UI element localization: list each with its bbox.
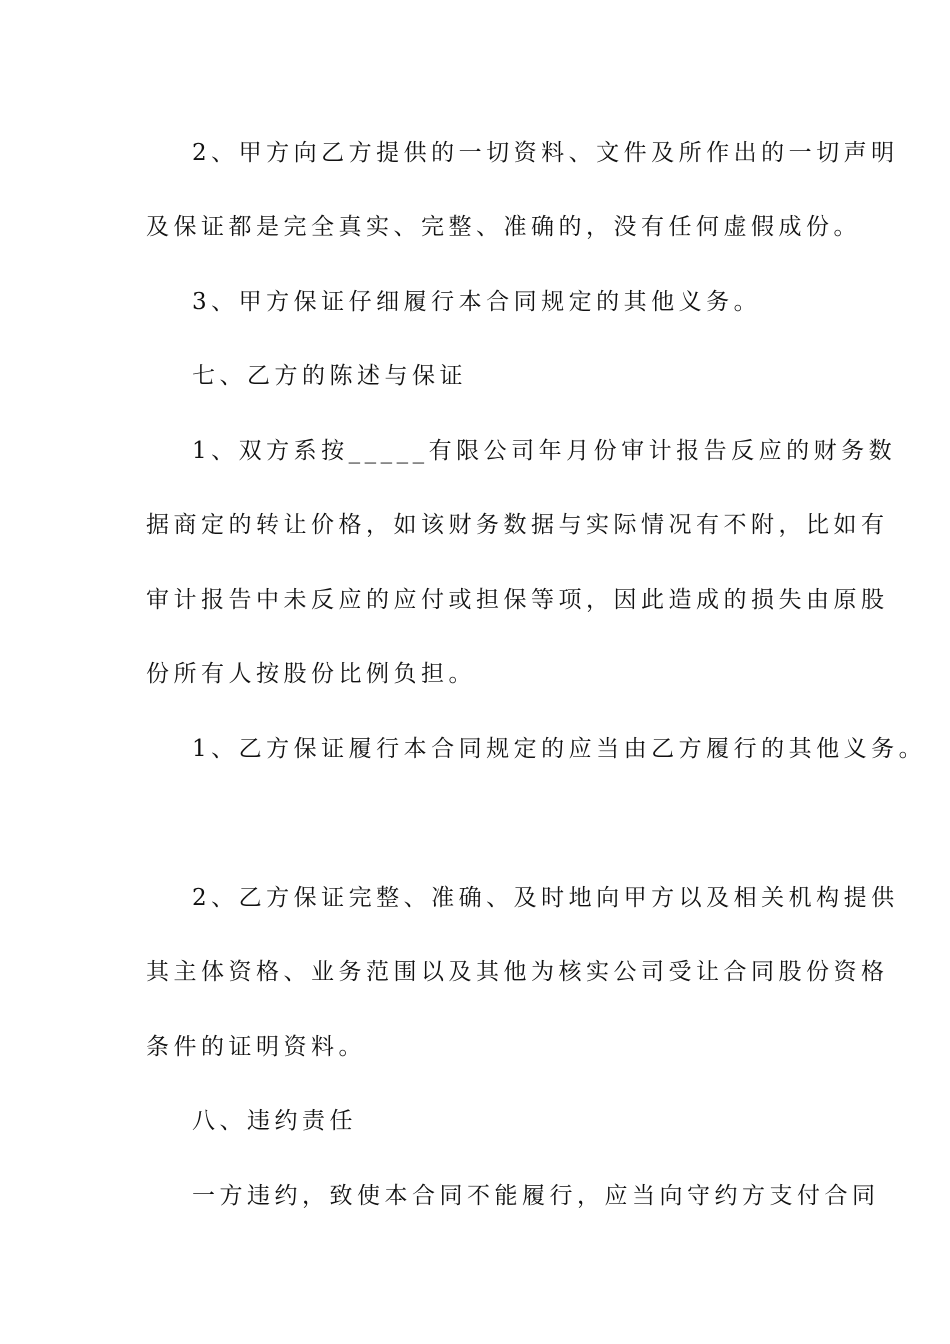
paragraph-line: 条件的证明资料。 (146, 1034, 366, 1060)
paragraph-line: 其主体资格、业务范围以及其他为核实公司受让合同股份资格 (146, 959, 889, 985)
paragraph-line: 一方违约，致使本合同不能履行，应当向守约方支付合同 (192, 1183, 880, 1209)
paragraph-line: 份所有人按股份比例负担。 (146, 661, 476, 687)
paragraph-line: 及保证都是完全真实、完整、准确的，没有任何虚假成份。 (146, 214, 861, 240)
paragraph-line: 2、甲方向乙方提供的一切资料、文件及所作出的一切声明 (192, 140, 899, 166)
paragraph-line: 3、甲方保证仔细履行本合同规定的其他义务。 (192, 289, 762, 315)
paragraph-line: 据商定的转让价格，如该财务数据与实际情况有不附，比如有 (146, 512, 889, 538)
paragraph-line: 1、乙方保证履行本合同规定的应当由乙方履行的其他义务。 (192, 736, 927, 762)
section-heading: 七、乙方的陈述与保证 (192, 363, 467, 389)
paragraph-line: 1、双方系按_____有限公司年月份审计报告反应的财务数 (192, 438, 897, 464)
paragraph-line: 审计报告中未反应的应付或担保等项，因此造成的损失由原股 (146, 587, 889, 613)
section-heading: 八、违约责任 (192, 1108, 357, 1134)
paragraph-line: 2、乙方保证完整、准确、及时地向甲方以及相关机构提供 (192, 885, 899, 911)
